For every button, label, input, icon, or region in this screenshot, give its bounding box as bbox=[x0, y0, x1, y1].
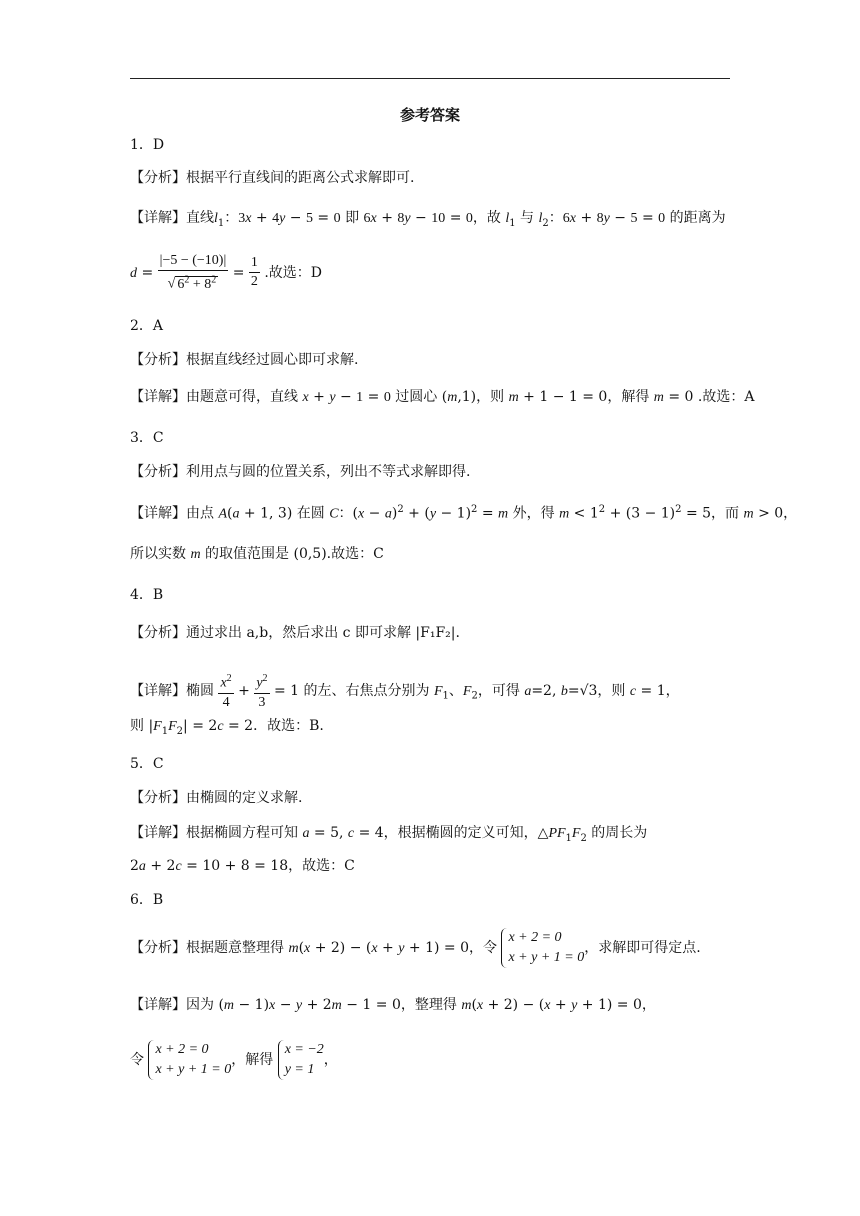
detail-1-line-1: 【详解】直线$l_1$：3x + 4y − 5 = 0 即 6x + 8y − 10 = 0，故 $l_1$ 与 $l_2$：6x + 8y − 5 = 0 的距离为 bbox=[130, 210, 726, 229]
analysis-2: 【分析】根据直线经过圆心即可求解. bbox=[130, 352, 359, 368]
detail-6-line-2: 令 x + 2 = 0 x + y + 1 = 0，解得 x = −2 y = 1， bbox=[130, 1040, 338, 1080]
analysis-4: 【分析】通过求出 a,b，然后求出 c 即可求解 |F₁F₂|. bbox=[130, 625, 460, 641]
answer-5: 5．C bbox=[130, 756, 164, 772]
analysis-6: 【分析】根据题意整理得 m(x + 2) − (x + y + 1) = 0，令 x + 2 = 0 x + y + 1 = 0，求解即可得定点. bbox=[130, 928, 701, 968]
answer-3: 3．C bbox=[130, 430, 164, 446]
answer-4: 4．B bbox=[130, 587, 164, 603]
detail-4-line-2: 则 $|F_1F_2| = 2c = 2$．故选：B. bbox=[130, 718, 324, 737]
detail-2-line-1: 【详解】由题意可得，直线 x + y − 1 = 0 过圆心 (m,1)，则 m + 1 − 1 = 0，解得 m = 0 .故选：A bbox=[130, 389, 755, 405]
detail-5-line-2: 2a + 2c = 10 + 8 = 18，故选：C bbox=[130, 858, 355, 874]
answer-6: 6．B bbox=[130, 892, 164, 908]
detail-3-line-2: 所以实数 m 的取值范围是 (0,5).故选：C bbox=[130, 546, 384, 562]
answer-1: 1．D bbox=[130, 137, 165, 153]
analysis-3: 【分析】利用点与圆的位置关系，列出不等式求解即得. bbox=[130, 464, 471, 480]
analysis-1: 【分析】根据平行直线间的距离公式求解即可. bbox=[130, 170, 415, 186]
detail-1-line-2: d = $\frac{|-5 - (-10)|}{√ 6^2 + 8^2}$ = $\frac{1}{2}$ .故选：D bbox=[130, 253, 323, 292]
page-title: 参考答案 bbox=[399, 106, 460, 124]
header-rule bbox=[130, 78, 730, 79]
detail-5-line-1: 【详解】根据椭圆方程可知 a = 5, c = 4，根据椭圆的定义可知，$\triangle PF_1F_2$ 的周长为 bbox=[130, 825, 648, 844]
analysis-5: 【分析】由椭圆的定义求解. bbox=[130, 790, 303, 806]
detail-6-line-1: 【详解】因为 (m − 1)x − y + 2m − 1 = 0，整理得 m(x + 2) − (x + y + 1) = 0， bbox=[130, 997, 656, 1013]
answer-2: 2．A bbox=[130, 318, 164, 334]
detail-3-line-1: 【详解】由点 A(a + 1, 3) 在圆 C：$(x - a)^2 + (y - 1)^2 = m$ 外，得 $m < 1^2 + (3 - 1)^2 = 5$，而 m > 0， bbox=[130, 504, 798, 522]
detail-4-line-1: 【详解】椭圆 $\frac{x^2}{4}$ + $\frac{y^2}{3}$ = 1 的左、右焦点分别为 $F_1$、$F_2$，可得 a=2, b=√3，则 c = 1， bbox=[130, 670, 680, 712]
